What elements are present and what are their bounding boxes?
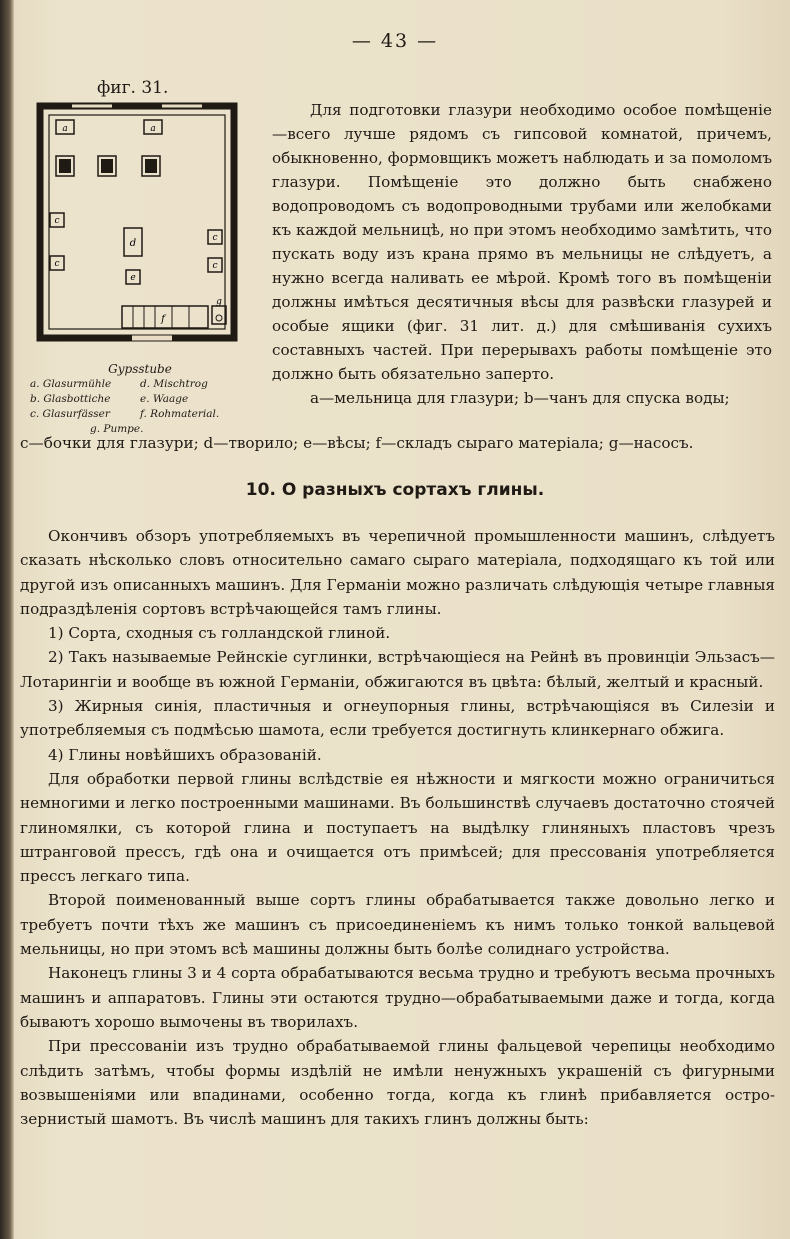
intro-paragraph: Для подготовки глазури необходимо особое помѣщеніе—всего лучше рядомъ съ гипсовой комнатой, причемъ, обыкновенно, формовщикъ можетъ наблюдать и за помоломъ глазури. Помѣщеніе это должно быть снабжено водопроводомъ съ водопроводными трубами или желобками къ каждой мельницѣ, но при этомъ необходимо замѣтить, что пускать воду изъ крана прямо въ мельницы не слѣдуетъ, а нужно всегда наливать ее мѣрой. Кромѣ того въ помѣщеніи должны имѣться десятичныя вѣсы для развѣски глазурей и особые ящики (фиг. 31 лит. д.) для смѣшиванія сухихъ составныхъ частей. При перерывахъ работы помѣщеніе это должно быть обязательно заперто. <box>272 101 772 383</box>
paragraph: Для обработки первой глины вслѣдствіе ея нѣжности и мягкости можно ограничиться немногими и легко построенными машинами. Въ большинствѣ случаевъ достаточно стоячей глиномялки, съ которой глина и поступаетъ на выдѣлку глиняныхъ пластовъ чрезъ штранговой прессъ, гдѣ она и очищается отъ примѣсей; для прессованія употребляется прессъ легкаго типа. <box>20 769 775 886</box>
mixing-trough-d <box>124 228 142 256</box>
svg-text:f: f <box>161 314 165 325</box>
legend-row <box>30 377 270 392</box>
scale-e <box>126 270 140 284</box>
paragraph: 3) Жирныя синія, пластичныя и огнеупорныя глины, встрѣчающіяся въ Силезіи и употребляемыя съ подмѣсью шамота, если требуется достигнуть клинкернаго обжига. <box>20 697 775 740</box>
glaze-mill-a <box>56 120 162 134</box>
legend-item: b. Glasbottiche <box>30 393 111 405</box>
legend-item: a. Glasurmühle <box>30 378 112 390</box>
svg-text:c: c <box>54 216 60 226</box>
legend-item: f. Rohmaterial. <box>140 408 220 420</box>
figure-legend <box>30 362 270 437</box>
svg-text:a: a <box>62 124 68 134</box>
svg-text:c: c <box>212 233 218 243</box>
paragraph: Наконецъ глины 3 и 4 сорта обрабатываются весьма трудно и требуютъ весьма прочныхъ машинъ и аппаратовъ. Глины эти остаются трудно—обрабатываемыми даже и тогда, когда бываютъ хорошо вымочены въ творилахъ. <box>20 964 775 1031</box>
paragraph: Второй поименованный выше сортъ глины обрабатывается также довольно легко и требуетъ почти тѣхъ же машинъ съ присоединеніемъ къ нимъ только тонкой вальцевой мельницы, но при этомъ всѣ машины должны быть болѣе солиднаго устройства. <box>20 891 775 959</box>
legend-line-2: c—бочки для глазури; d—творило; e—вѣсы; f—складъ сыраго матеріала; g—насосъ. <box>20 434 694 452</box>
svg-text:g: g <box>216 297 222 307</box>
legend-row <box>30 392 270 407</box>
glaze-tubs-b <box>56 156 160 176</box>
legend-row <box>30 407 270 422</box>
paragraph: 4) Глины новѣйшихъ образованій. <box>48 745 322 764</box>
legend-item: d. Mischtrog <box>140 378 208 390</box>
page-number: — 43 — <box>351 30 439 52</box>
svg-text:c: c <box>212 261 218 271</box>
paragraph: 1) Сорта, сходныя съ голландской глиной. <box>48 624 391 643</box>
section-heading: 10. О разныхъ сортахъ глины. <box>245 480 545 500</box>
figure-caption-title: Gypsstube <box>108 362 172 376</box>
legend-item: c. Glasurfässer <box>30 408 110 420</box>
svg-text:d: d <box>129 238 137 249</box>
svg-text:e: e <box>130 273 136 283</box>
legend-item: e. Waage <box>140 393 189 405</box>
pump-g <box>212 297 226 324</box>
svg-text:a: a <box>150 124 156 134</box>
raw-material-f <box>122 306 208 328</box>
figure-label: фиг. 31. <box>97 78 169 98</box>
book-binding <box>0 0 14 1239</box>
paragraph: 2) Такъ называемые Рейнскіе суглинки, встрѣчающіеся на Рейнѣ въ провинціи Эльзасъ—Лотарингіи и вообще въ южной Германіи, обжигаются въ цвѣта: бѣлый, желтый и красный. <box>20 648 775 691</box>
figure-floor-plan <box>32 98 242 348</box>
body-text <box>20 524 775 1131</box>
svg-text:c: c <box>54 259 60 269</box>
intro-paragraph-block <box>272 98 772 410</box>
paragraph: Окончивъ обзоръ употребляемыхъ въ черепичной промышленности машинъ, слѣдуетъ сказать нѣсколько словъ относительно самаго сыраго матеріала, подходящаго къ той или другой изъ описанныхъ машинъ. Для Германіи можно различать слѣдующія четыре главныя подраздѣленія сортовъ встрѣчающейся тамъ глины. <box>20 527 775 618</box>
paragraph: При прессованіи изъ трудно обрабатываемой глины фальцевой черепицы необходимо слѣдить затѣмъ, чтобы формы издѣлій не имѣли ненужныхъ украшеній съ фигурными возвышеніями или впадинами, особенно тогда, когда къ глинѣ прибавляется остро-зернистый шамотъ. Въ числѣ машинъ для такихъ глинъ должны быть: <box>20 1037 775 1129</box>
legend-line-1: а—мельница для глазури; b—чанъ для спуска воды; <box>310 389 730 407</box>
legend-item: g. Pumpe. <box>90 423 144 435</box>
